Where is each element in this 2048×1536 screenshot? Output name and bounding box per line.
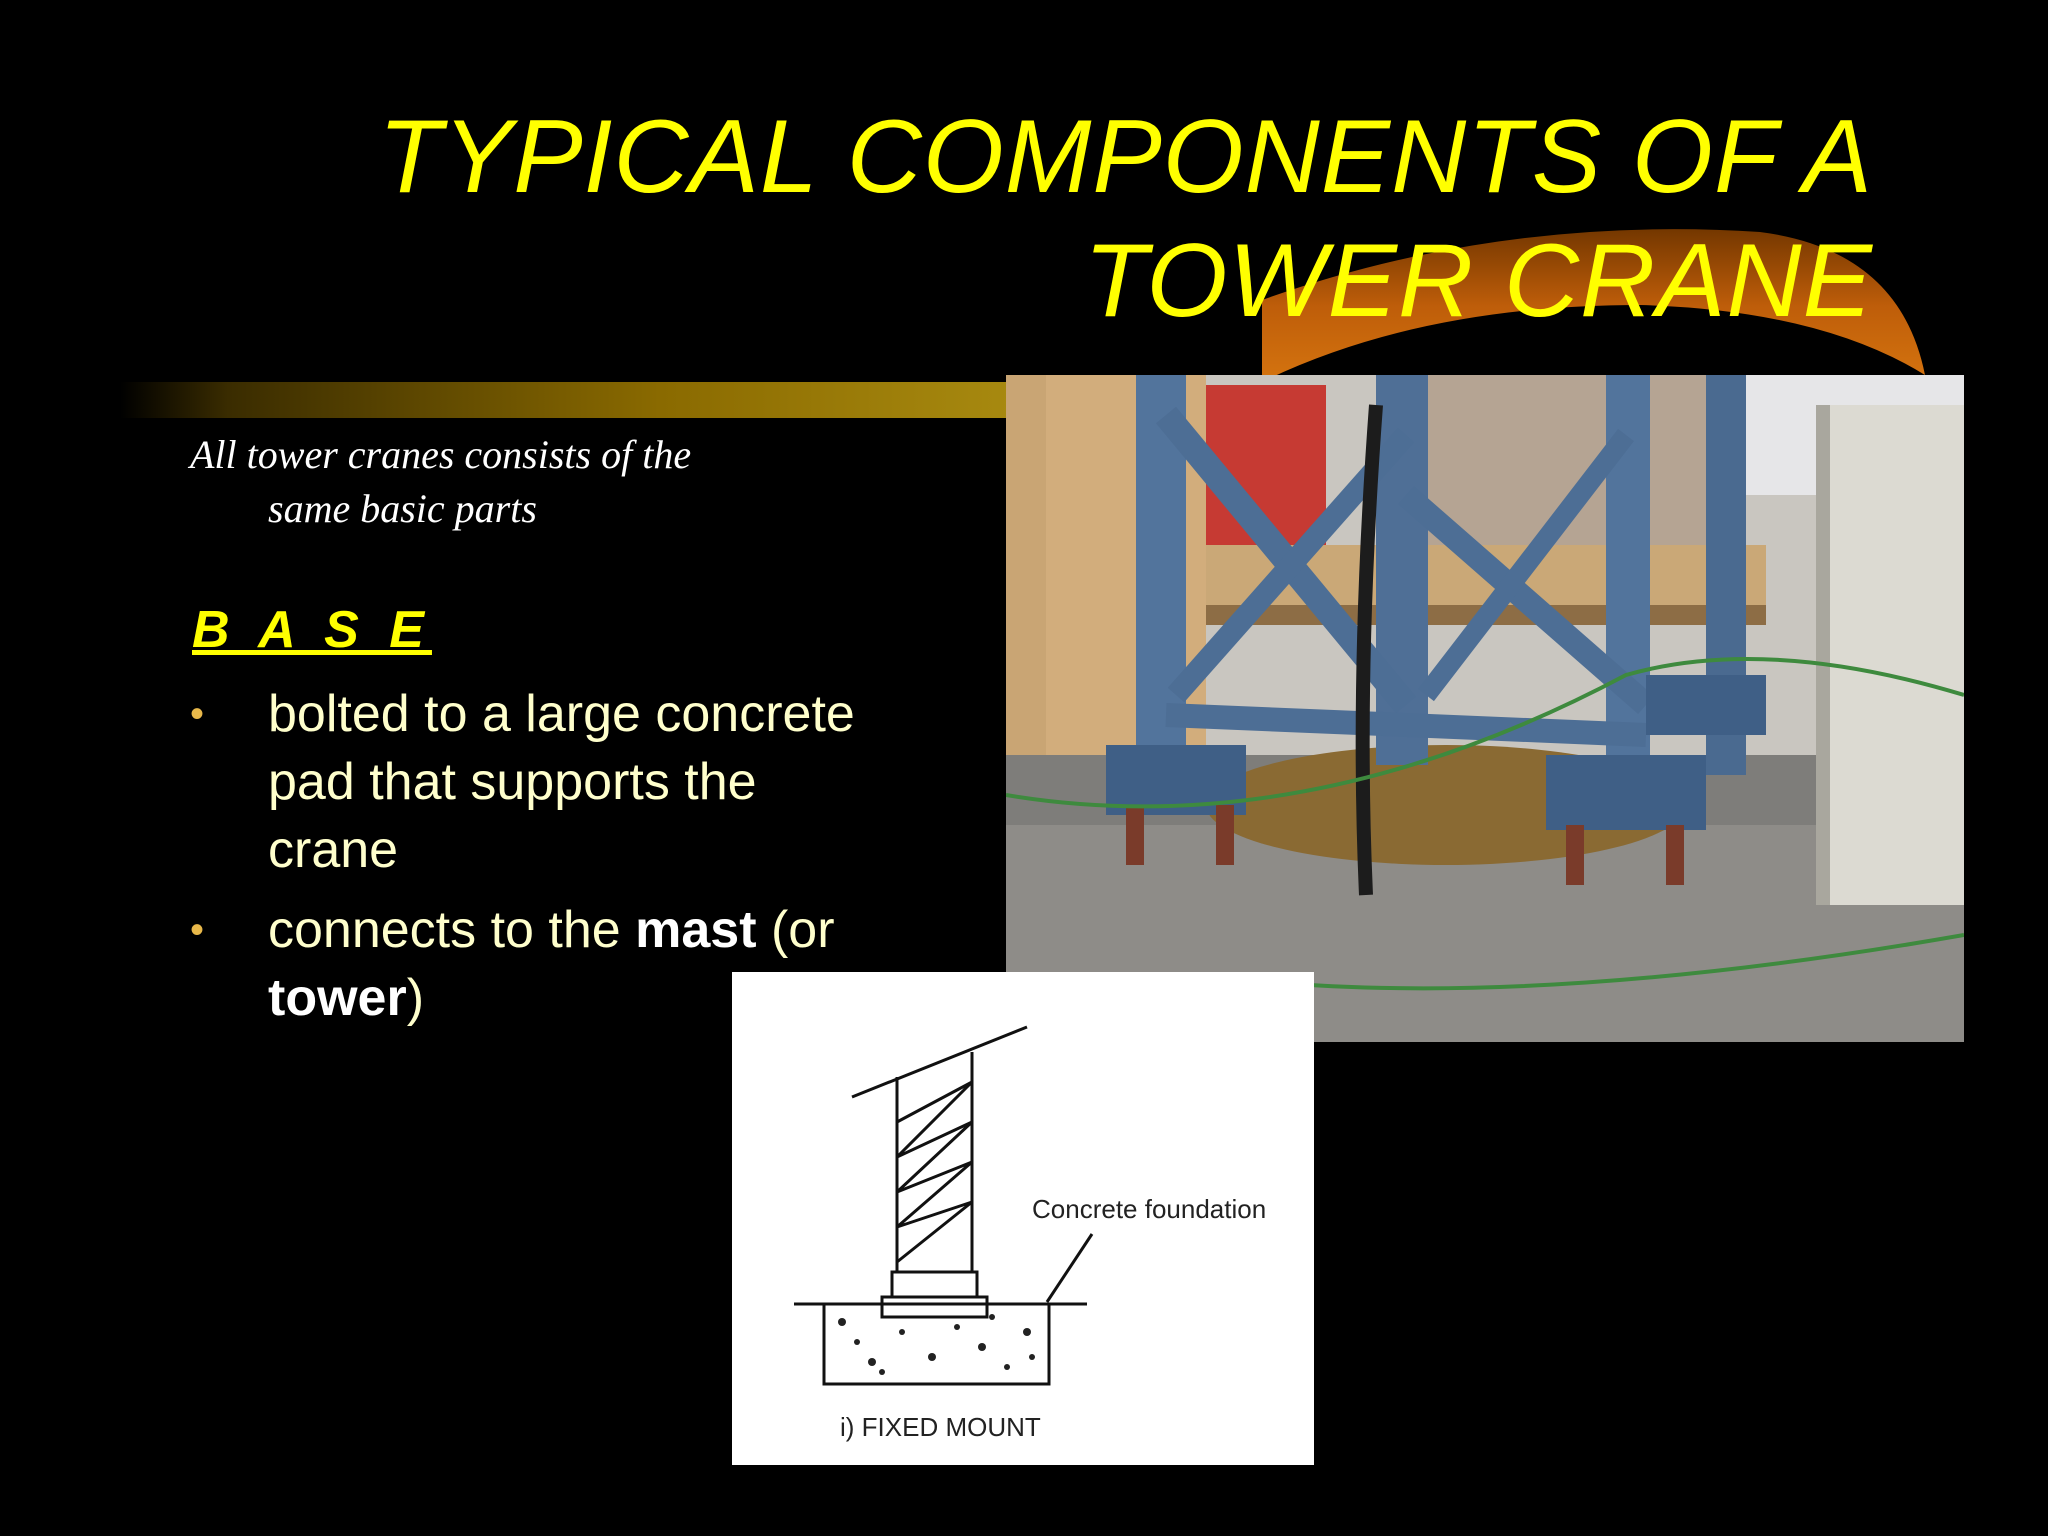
fixed-mount-diagram: [732, 972, 1314, 1465]
bullet-text-mid: (or: [756, 901, 835, 959]
slide-title: [173, 95, 1873, 343]
crane-base-photo-illustration: [1006, 375, 1964, 1042]
section-heading-base: B A S E: [192, 601, 432, 659]
crane-base-photo: [1006, 375, 1964, 1042]
bullet-dot-icon: •: [190, 692, 205, 736]
bullet-dot-icon: •: [190, 908, 205, 952]
intro-text: [190, 428, 830, 536]
bullet-text-end: ): [406, 969, 425, 1027]
gold-bar: [120, 382, 1020, 418]
bullet-bold-tower: tower: [268, 969, 407, 1027]
intro-line-1: All tower cranes consists of the: [190, 432, 692, 477]
title-line-1: TYPICAL COMPONENTS OF A: [378, 99, 1873, 215]
concrete-foundation-label: Concrete foundation: [1032, 1194, 1267, 1224]
intro-line-2: same basic parts: [268, 486, 537, 531]
bullet-text-start: connects to the: [268, 901, 636, 959]
bullet-text: bolted to a large concrete pad that supports the crane: [268, 685, 855, 879]
title-line-2: TOWER CRANE: [1083, 223, 1873, 339]
bullet-item: [190, 680, 890, 884]
bullet-bold-mast: mast: [635, 901, 757, 959]
fixed-mount-label: i) FIXED MOUNT: [840, 1412, 1041, 1442]
